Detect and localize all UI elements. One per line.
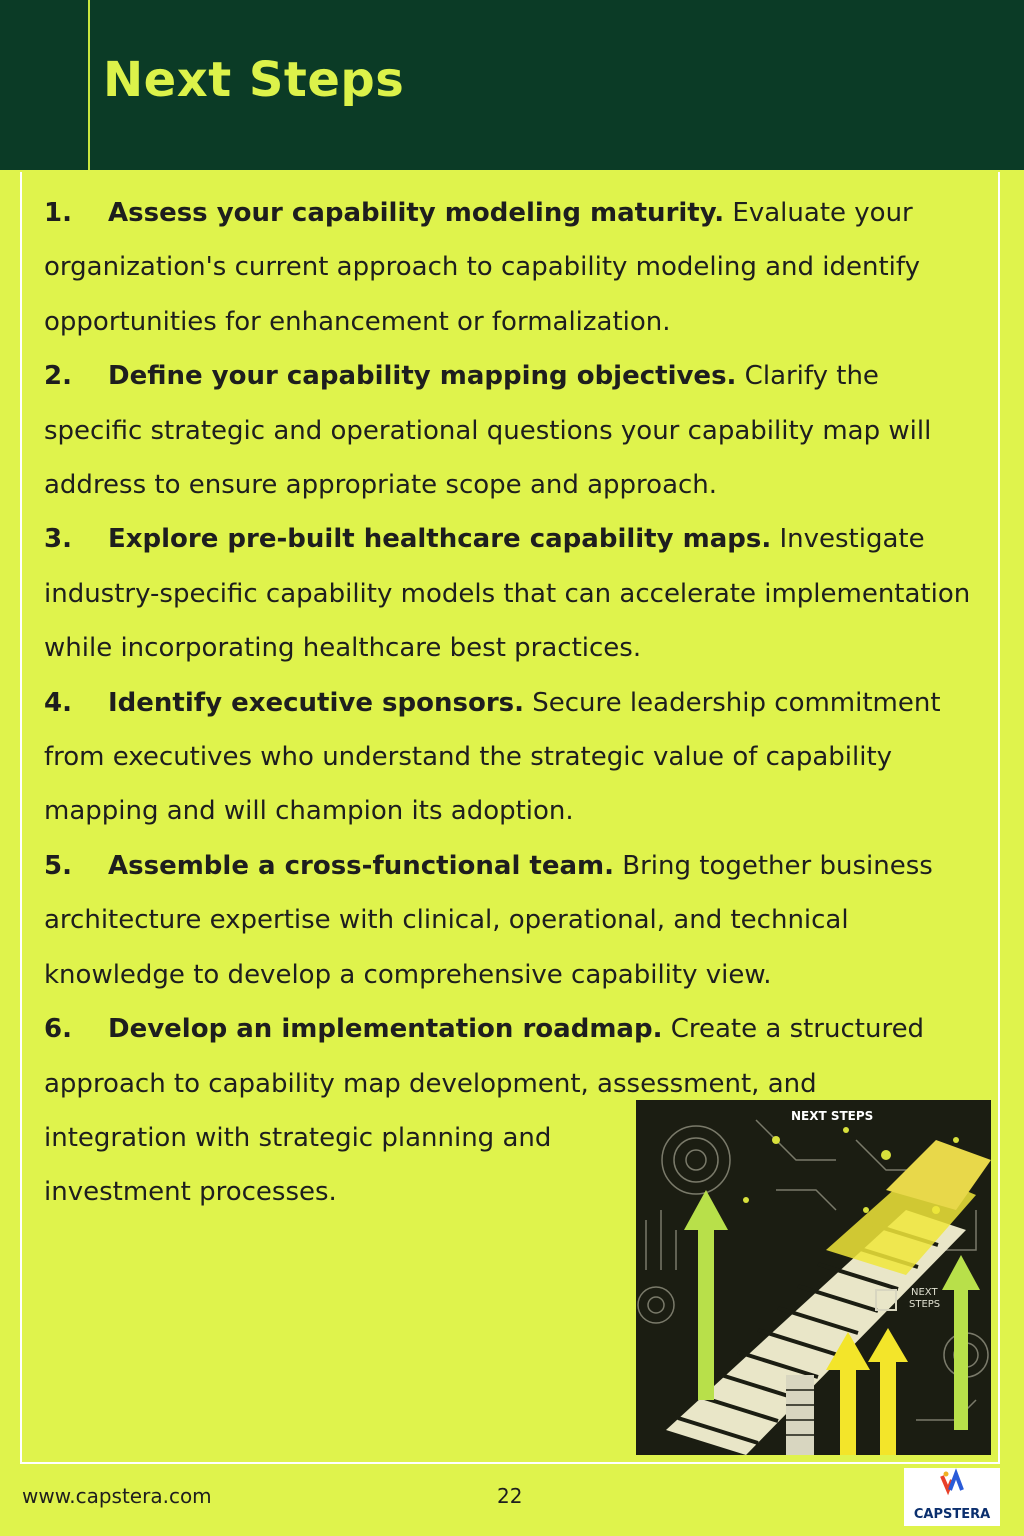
step-item-2 xyxy=(44,349,984,512)
step-title: Assess your capability modeling maturity. xyxy=(108,198,725,228)
step-title: Develop an implementation roadmap. xyxy=(108,1014,663,1045)
step-text-continued: integration with strategic planning and xyxy=(44,1122,552,1153)
step-text: Evaluate your organization's current approach to capability modeling and identify opportunities for enhancement or formalization. xyxy=(44,198,920,337)
header-bar xyxy=(0,0,1024,170)
illustration-banner: NEXT STEPS xyxy=(791,1109,874,1123)
page-number: 22 xyxy=(497,1484,523,1508)
capstera-logo xyxy=(904,1468,1000,1526)
step-text: Create a structured approach to capability map development, assessment, and xyxy=(44,1014,925,1099)
step-number: 1. xyxy=(44,198,72,228)
step-item-1 xyxy=(44,186,984,349)
step-item-4 xyxy=(44,676,984,839)
logo-mark-icon xyxy=(904,1468,1000,1502)
footer-url[interactable]: www.capstera.com xyxy=(22,1484,212,1508)
header-divider xyxy=(88,0,90,170)
step-number: 5. xyxy=(44,850,72,881)
page-title: Next Steps xyxy=(103,52,405,108)
step-text: Secure leadership commitment from executives who understand the strategic value of capability mapping and will champion its adoption. xyxy=(44,687,941,827)
step-title: Identify executive sponsors. xyxy=(108,687,524,718)
step-item-3 xyxy=(44,512,984,675)
step-title: Define your capability mapping objectives. xyxy=(108,361,737,392)
step-title: Assemble a cross-functional team. xyxy=(108,850,614,881)
step-text-continued: investment processes. xyxy=(44,1177,337,1208)
stairs-arrows-artwork xyxy=(636,1100,991,1455)
step-item-5 xyxy=(44,839,984,1002)
step-number: 3. xyxy=(44,524,72,555)
logo-text: CAPSTERA xyxy=(913,1507,991,1522)
step-text: Clarify the specific strategic and operational questions your capability map will address to ensure appropriate scope and approach. xyxy=(44,361,932,501)
next-steps-illustration xyxy=(636,1100,991,1455)
step-number: 4. xyxy=(44,687,72,718)
illustration-sign-line2: STEPS xyxy=(909,1299,941,1310)
step-number: 6. xyxy=(44,1014,72,1045)
step-title: Explore pre-built healthcare capability maps. xyxy=(108,524,772,555)
illustration-sign-line1: NEXT xyxy=(911,1287,938,1298)
steps-list xyxy=(44,186,984,1220)
step-number: 2. xyxy=(44,361,72,392)
step-text: Investigate industry-specific capability models that can accelerate implementation while incorporating healthcare best practices. xyxy=(44,524,971,664)
step-text: Bring together business architecture expertise with clinical, operational, and technical knowledge to develop a comprehensive capability view. xyxy=(44,850,933,990)
